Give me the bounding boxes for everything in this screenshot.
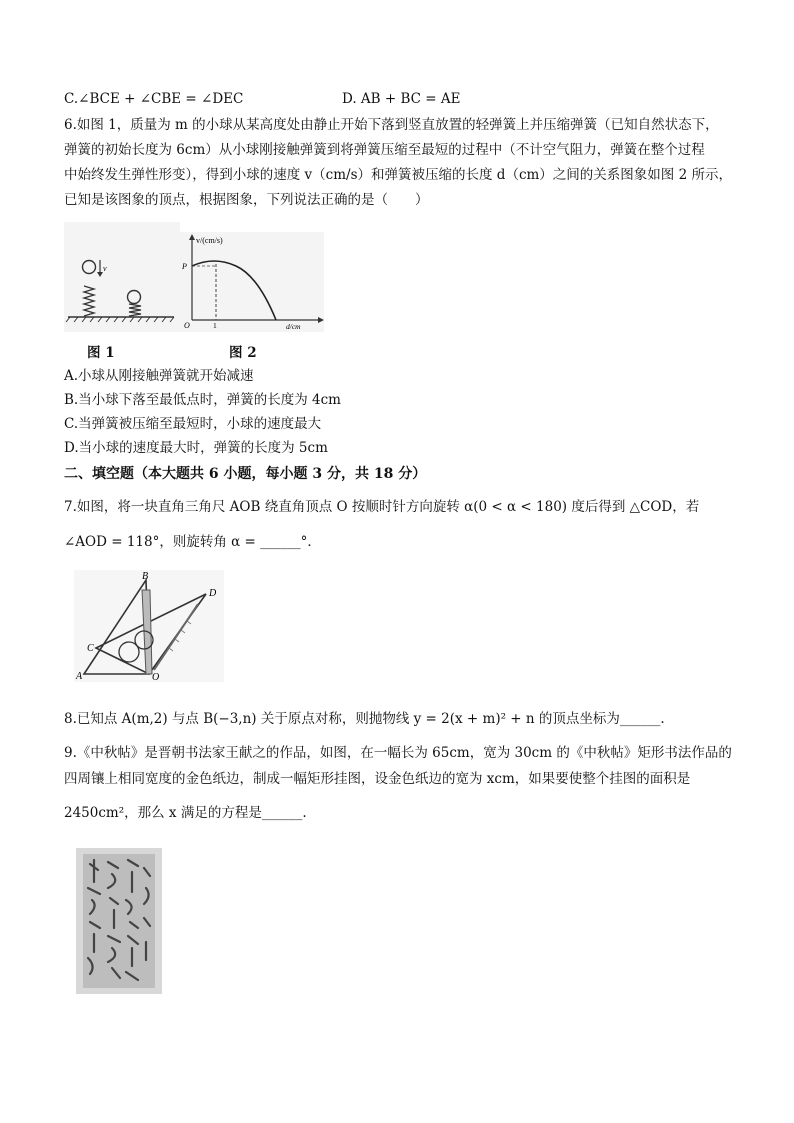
- tick-one-label: 1: [213, 321, 217, 330]
- q6-stem-line-4: 已知是该图象的顶点，根据图象，下列说法正确的是（ ）: [64, 192, 429, 208]
- v-axis-label: v/(cm/s): [196, 236, 223, 245]
- q9-stem-line-1: 9.《中秋帖》是晋朝书法家王献之的作品，如图，在一幅长为 65cm，宽为 30cm 的《中秋帖》矩形书法作品的: [64, 745, 732, 761]
- figure-2-background: [178, 232, 324, 332]
- calligraphy-scroll-image: [76, 848, 162, 994]
- section-heading: 二、填空题（本大题共 6 小题，每小题 3 分，共 18 分）: [64, 466, 427, 482]
- label-d: D: [209, 588, 217, 599]
- origin-label: O: [184, 321, 190, 330]
- q6-stem-line-1: 6.如图 1，质量为 m 的小球从某高度处由静止开始下落到竖直放置的轻弹簧上并压缩弹簧（已知自然状态下，: [64, 117, 719, 133]
- label-c: C: [87, 643, 94, 654]
- figure-1-caption: 图 1: [87, 345, 115, 361]
- q5-option-c: C.∠BCE + ∠CBE = ∠DEC: [64, 91, 244, 107]
- label-a: A: [76, 671, 83, 682]
- q7-stem-line-1: 7.如图，将一块直角三角尺 AOB 绕直角顶点 O 按顺时针方向旋转 α(0 < α < 180) 度后得到 △COD，若: [64, 499, 700, 515]
- q6-option-a: A.小球从刚接触弹簧就开始减速: [64, 368, 254, 384]
- q8-stem: 8.已知点 A(m,2) 与点 B(−3,n) 关于原点对称，则抛物线 y = 2(x + m)² + n 的顶点坐标为______.: [64, 711, 665, 727]
- q6-figure-1: [64, 222, 180, 332]
- figure-2-caption: 图 2: [229, 345, 257, 361]
- q7-stem-line-2: ∠AOD = 118°，则旋转角 α = ______°．: [64, 534, 321, 550]
- point-p-label: P: [182, 262, 187, 271]
- q9-stem-line-2: 四周镶上相同宽度的金色纸边，制成一幅矩形挂图，设金色纸边的宽为 xcm，如果要使整个挂图的面积是: [64, 771, 691, 787]
- velocity-label: v: [103, 264, 107, 273]
- q6-stem-line-3: 中始终发生弹性形变），得到小球的速度 v（cm/s）和弹簧被压缩的长度 d（cm）之间的关系图象如图 2 所示，: [64, 167, 732, 183]
- figure-1-background: [64, 222, 180, 332]
- d-axis-label: d/cm: [286, 322, 301, 331]
- q6-option-d: D.当小球的速度最大时，弹簧的长度为 5cm: [64, 440, 328, 456]
- label-o: O: [152, 672, 160, 682]
- label-b: B: [142, 571, 149, 582]
- q6-stem-line-2: 弹簧的初始长度为 6cm）从小球刚接触弹簧到将弹簧压缩至最短的过程中（不计空气阻力，弹簧在整个过程: [64, 142, 705, 158]
- q6-option-c: C.当弹簧被压缩至最短时，小球的速度最大: [64, 416, 322, 432]
- q5-option-d: D. AB + BC = AE: [342, 91, 461, 107]
- q6-figure-2-graph: [178, 232, 324, 332]
- q6-option-b: B.当小球下落至最低点时，弹簧的长度为 4cm: [64, 392, 341, 408]
- q9-stem-line-3: 2450cm²，那么 x 满足的方程是______.: [64, 805, 307, 821]
- q7-rotation-figure: [74, 570, 224, 682]
